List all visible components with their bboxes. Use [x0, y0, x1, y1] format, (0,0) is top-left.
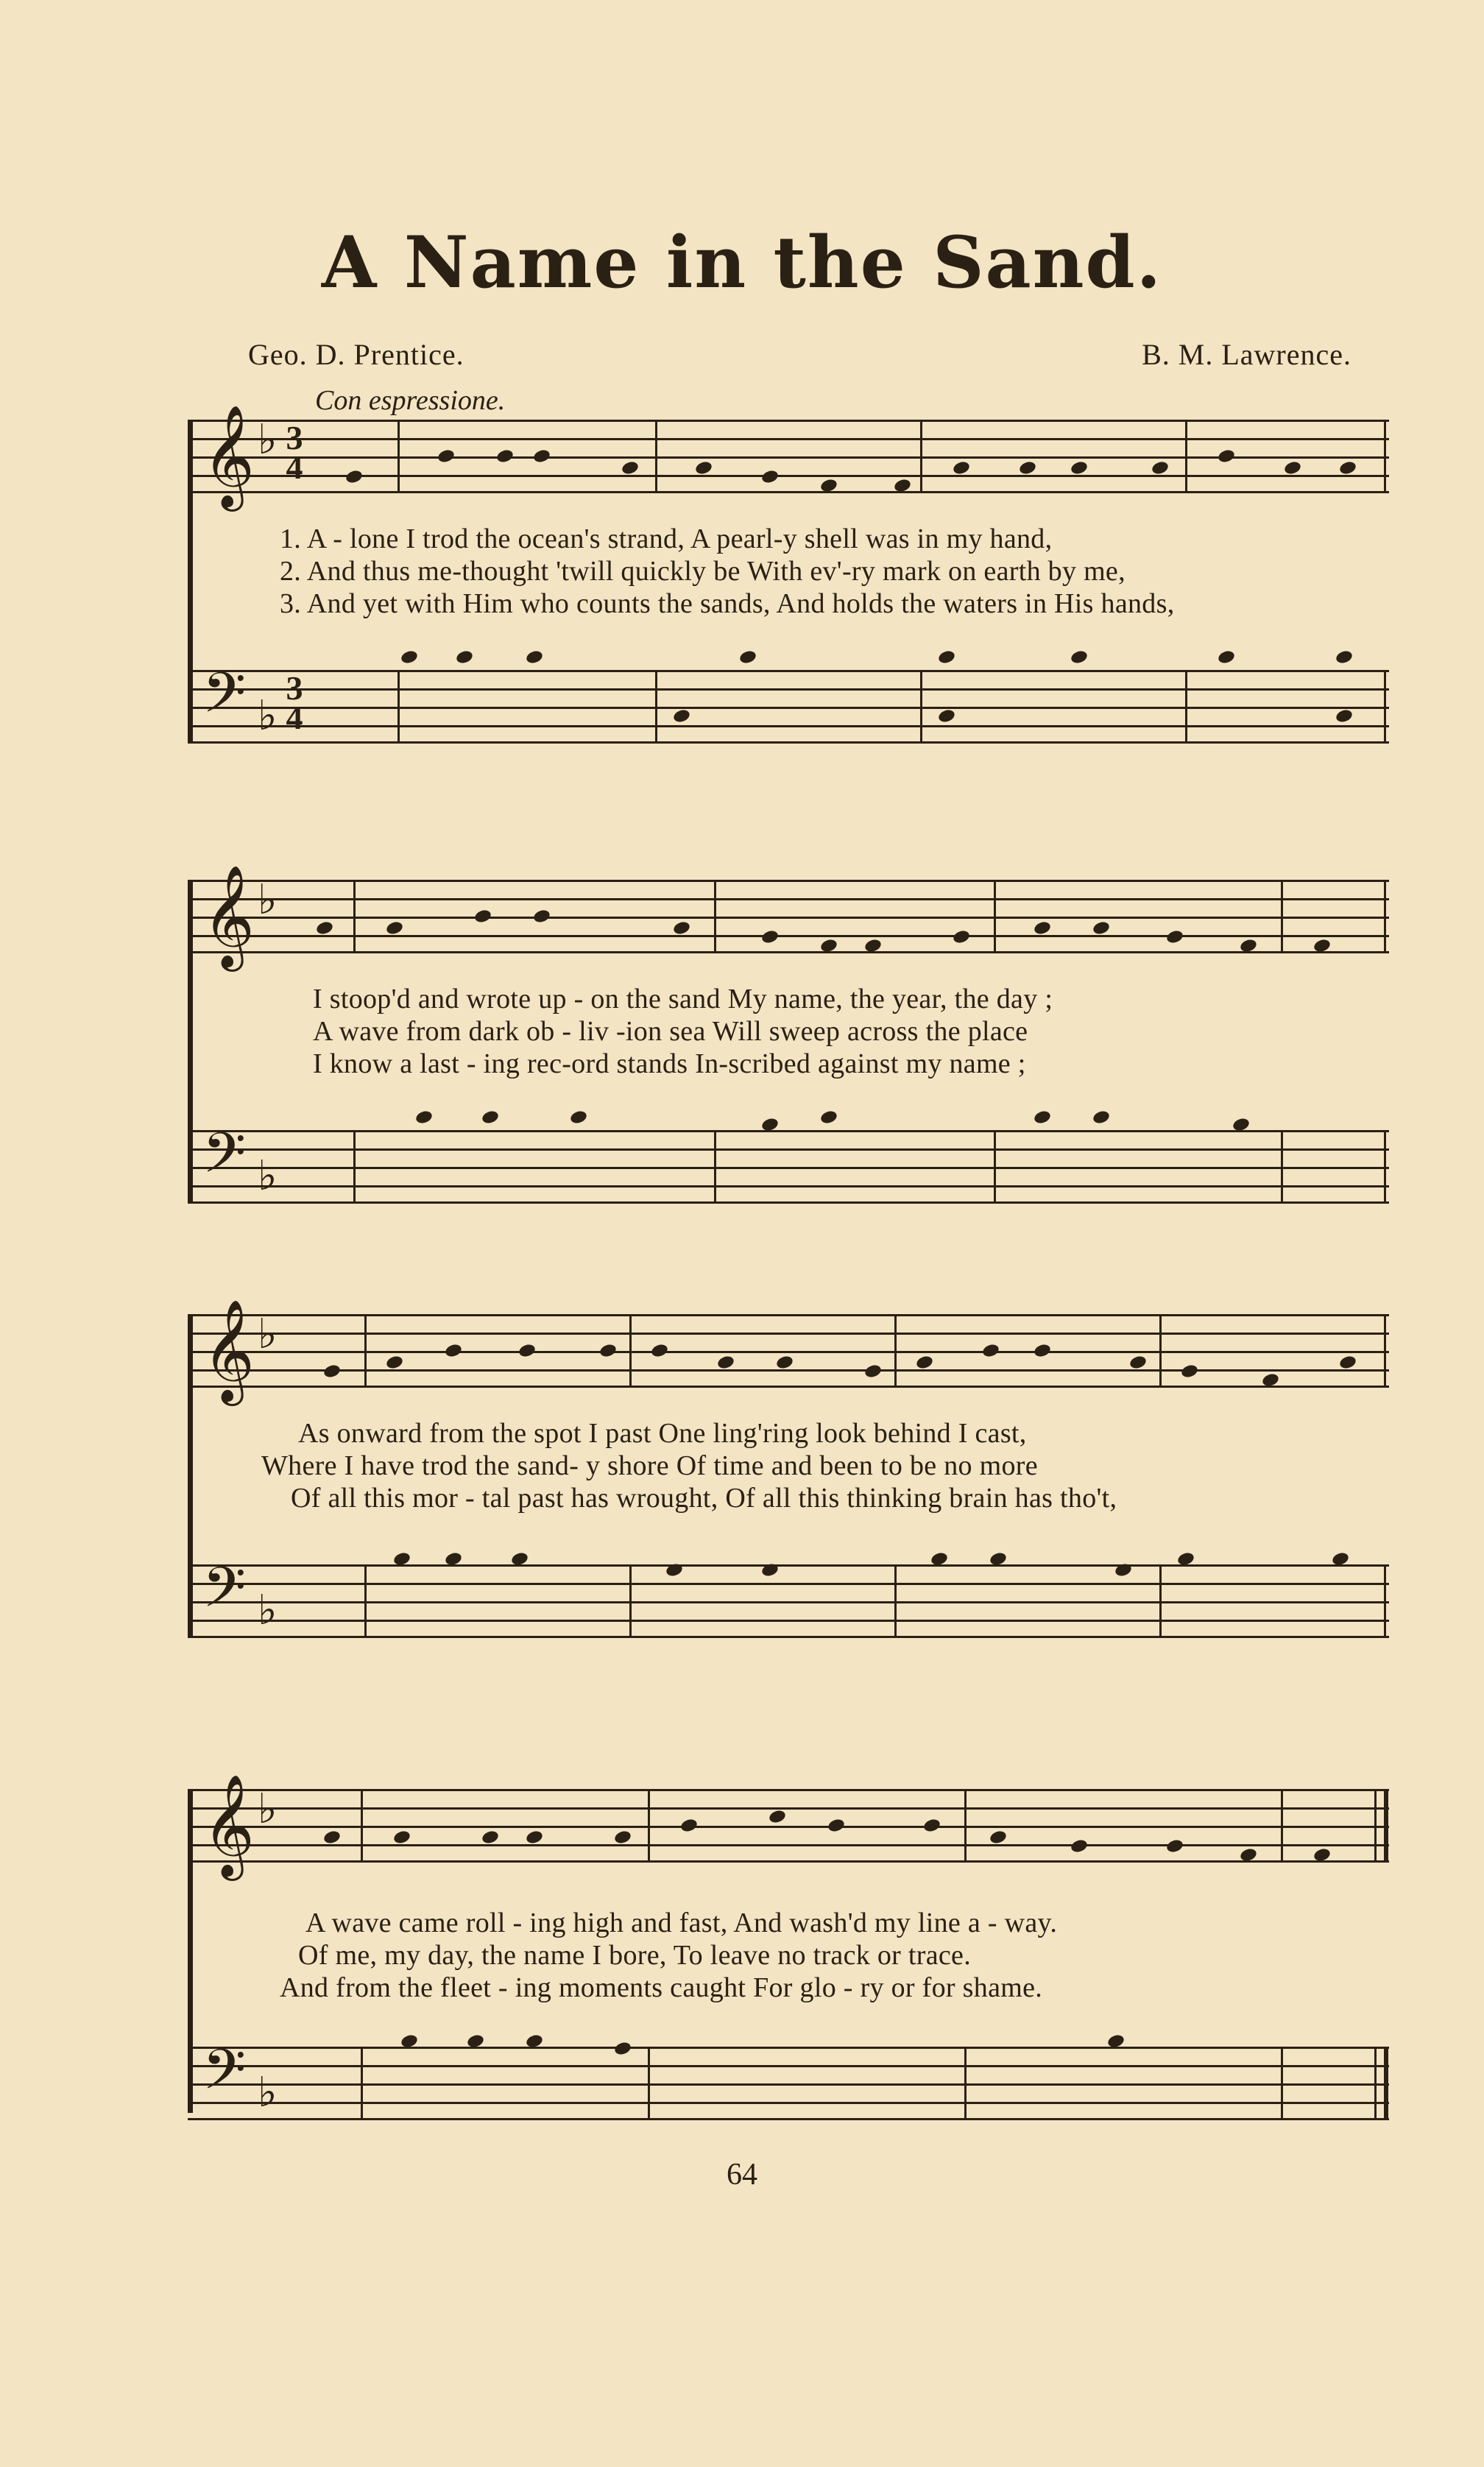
note-head-icon	[569, 1109, 588, 1126]
bass-clef-icon: 𝄢	[202, 2037, 247, 2116]
barline	[629, 1564, 632, 1638]
barline	[648, 1789, 650, 1863]
barline	[1384, 670, 1386, 744]
note-head-icon	[1092, 1109, 1111, 1126]
time-signature-icon: 3 4	[286, 419, 303, 486]
lyric-line-verse-1: I stoop'd and wrote up - on the sand My name, the year, the day ;	[313, 984, 1053, 1014]
barline	[1384, 1564, 1386, 1638]
barline	[1281, 1789, 1283, 1863]
flat-icon: ♭	[258, 692, 278, 740]
barline	[364, 1564, 367, 1638]
note-head-icon	[525, 649, 544, 666]
barline	[353, 1130, 356, 1204]
lyric-line-verse-1: As onward from the spot I past One ling'ring look behind I cast,	[298, 1418, 1027, 1449]
note-head-icon	[937, 649, 956, 666]
note-head-icon	[414, 1109, 434, 1126]
flat-icon: ♭	[258, 876, 278, 924]
barline	[964, 1789, 967, 1863]
barline	[655, 670, 657, 744]
barline	[1384, 880, 1386, 953]
note-head-icon	[455, 649, 474, 666]
page-number: 64	[727, 2158, 757, 2192]
barline	[1281, 1130, 1283, 1204]
barline	[1384, 1314, 1386, 1388]
barline	[894, 1564, 897, 1638]
barline	[920, 420, 922, 493]
bass-staff	[188, 1130, 1389, 1204]
barline	[398, 420, 400, 493]
barline	[1384, 420, 1386, 493]
barline	[994, 880, 996, 953]
flat-icon: ♭	[258, 1152, 278, 1200]
barline	[1281, 2047, 1283, 2120]
barline	[364, 1314, 367, 1388]
barline	[1185, 420, 1187, 493]
treble-staff	[188, 1314, 1389, 1388]
bass-clef-icon: 𝄢	[202, 1120, 247, 1199]
bass-clef-icon: 𝄢	[202, 1555, 247, 1634]
lyric-line-verse-2: 2. And thus me-thought 'twill quickly be With ev'-ry mark on earth by me,	[280, 556, 1126, 587]
note-head-icon	[1335, 649, 1354, 666]
hymn-title: A Name in the Sand.	[321, 221, 1163, 304]
lyric-line-verse-2: Where I have trod the sand- y shore Of time and been to be no more	[261, 1450, 1038, 1481]
final-barline	[1384, 1789, 1388, 1863]
time-signature-icon: 3 4	[286, 669, 303, 736]
barline	[361, 2047, 363, 2120]
note-head-icon	[481, 1109, 500, 1126]
barline	[655, 420, 657, 493]
flat-icon: ♭	[258, 1785, 278, 1833]
lyric-line-verse-3: And from the fleet - ing moments caught For glo - ry or for shame.	[280, 1972, 1043, 2003]
treble-staff	[188, 1789, 1389, 1863]
final-barline	[1384, 2047, 1388, 2120]
barline	[1374, 2047, 1377, 2120]
barline	[1281, 880, 1283, 953]
lyric-line-verse-3: Of all this mor - tal past has wrought, Of all this thinking brain has tho't,	[291, 1483, 1117, 1514]
barline	[894, 1314, 897, 1388]
lyric-line-verse-2: Of me, my day, the name I bore, To leave no track or trace.	[298, 1940, 972, 1971]
barline	[714, 1130, 716, 1204]
treble-staff	[188, 880, 1389, 953]
lyric-line-verse-2: A wave from dark ob - liv -ion sea Will sweep across the place	[313, 1016, 1028, 1047]
barline	[648, 2047, 650, 2120]
flat-icon: ♭	[258, 1310, 278, 1358]
bass-staff	[188, 1564, 1389, 1638]
barline	[629, 1314, 632, 1388]
note-head-icon	[738, 649, 757, 666]
lyric-line-verse-1: A wave came roll - ing high and fast, And wash'd my line a - way.	[305, 1907, 1058, 1938]
treble-staff	[188, 420, 1389, 493]
note-head-icon	[1217, 649, 1236, 666]
barline	[714, 880, 716, 953]
barline	[964, 2047, 967, 2120]
note-head-icon	[819, 1109, 838, 1126]
barline	[1185, 670, 1187, 744]
barline	[1159, 1314, 1162, 1388]
note-head-icon	[1070, 649, 1089, 666]
treble-clef-icon: 𝄞	[202, 865, 255, 967]
lyric-line-verse-1: 1. A - lone I trod the ocean's strand, A pearl-y shell was in my hand,	[280, 523, 1053, 554]
barline	[1374, 1789, 1377, 1863]
flat-icon: ♭	[258, 2069, 278, 2117]
note-head-icon	[1033, 1109, 1052, 1126]
bass-staff	[188, 2047, 1389, 2120]
tempo-marking: Con espressione.	[315, 385, 506, 416]
barline	[361, 1789, 363, 1863]
lyric-line-verse-3: I know a last - ing rec-ord stands In-scribed against my name ;	[313, 1048, 1026, 1079]
lyricist-credit: Geo. D. Prentice.	[248, 338, 464, 371]
treble-clef-icon: 𝄞	[202, 1774, 255, 1877]
bass-staff	[188, 670, 1389, 744]
note-head-icon	[400, 649, 419, 666]
barline	[994, 1130, 996, 1204]
flat-icon: ♭	[258, 416, 278, 464]
barline	[1159, 1564, 1162, 1638]
bass-clef-icon: 𝄢	[202, 660, 247, 739]
treble-clef-icon: 𝄞	[202, 1299, 255, 1402]
barline	[353, 880, 356, 953]
composer-credit: B. M. Lawrence.	[1142, 338, 1352, 371]
flat-icon: ♭	[258, 1587, 278, 1634]
barline	[920, 670, 922, 744]
lyric-line-verse-3: 3. And yet with Him who counts the sands, And holds the waters in His hands,	[280, 588, 1175, 619]
treble-clef-icon: 𝄞	[202, 405, 255, 507]
barline	[398, 670, 400, 744]
barline	[1384, 1130, 1386, 1204]
